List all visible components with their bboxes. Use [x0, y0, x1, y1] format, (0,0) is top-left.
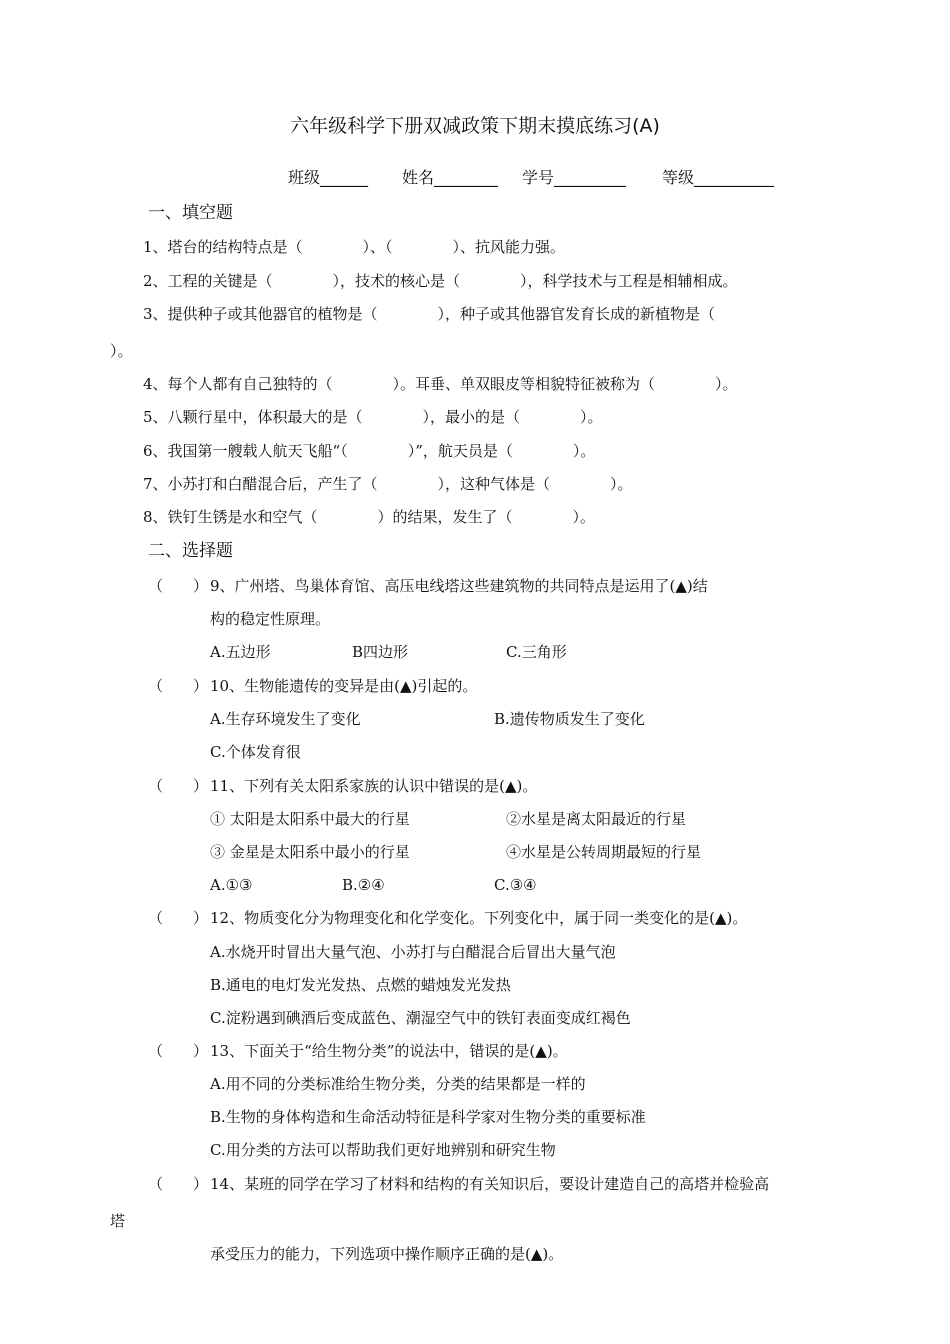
- question-12-option-a: A.水烧开时冒出大量气泡、小苏打与白醋混合后冒出大量气泡: [210, 943, 616, 961]
- question-13-option-c: C.用分类的方法可以帮助我们更好地辨别和研究生物: [210, 1141, 556, 1159]
- answer-paren-14: （ ）: [148, 1175, 209, 1193]
- answer-paren-13: （ ）: [148, 1042, 209, 1060]
- answer-paren-10: （ ）: [148, 677, 209, 695]
- class-field: 班级______: [288, 168, 369, 187]
- question-10-option-b: B.遗传物质发生了变化: [494, 710, 645, 728]
- question-4: 4、每个人都有自己独特的（ ）。耳垂、单双眼皮等相貌特征被称为（ ）。: [143, 375, 738, 393]
- question-13-option-b: B.生物的身体构造和生命活动特征是科学家对生物分类的重要标准: [210, 1108, 646, 1126]
- student-number-field: 学号_________: [522, 168, 627, 187]
- question-12: 12、物质变化分为物理变化和化学变化。下列变化中，属于同一类变化的是(▲)。: [210, 909, 748, 927]
- question-10-option-a: A.生存环境发生了变化: [210, 710, 361, 728]
- question-10: 10、生物能遗传的变异是由(▲)引起的。: [210, 677, 478, 695]
- question-12-option-b: B.通电的电灯发光发热、点燃的蜡烛发光发热: [210, 976, 511, 994]
- question-14-continued-2: 承受压力的能力，下列选项中操作顺序正确的是(▲)。: [210, 1245, 564, 1263]
- question-10-option-c: C.个体发育很: [210, 743, 301, 761]
- question-6: 6、我国第一艘载人航天飞船“（ ）”，航天员是（ ）。: [143, 442, 596, 460]
- question-8: 8、铁钉生锈是水和空气（ ）的结果，发生了（ ）。: [143, 508, 596, 526]
- question-13: 13、下面关于“给生物分类”的说法中，错误的是(▲)。: [210, 1042, 568, 1060]
- question-11-statement-1: ① 太阳是太阳系中最大的行星: [210, 810, 410, 828]
- section-heading-fill-blank: 一、填空题: [148, 203, 233, 223]
- question-7: 7、小苏打和白醋混合后，产生了（ ），这种气体是（ ）。: [143, 475, 633, 493]
- question-9-option-c: C.三角形: [506, 643, 567, 661]
- question-12-option-c: C.淀粉遇到碘酒后变成蓝色、潮湿空气中的铁钉表面变成红褐色: [210, 1009, 631, 1027]
- question-14-continued: 塔: [110, 1212, 126, 1230]
- question-11-option-a: A.①③: [210, 876, 253, 894]
- section-heading-multiple-choice: 二、选择题: [148, 541, 233, 561]
- question-11-statement-3: ③ 金星是太阳系中最小的行星: [210, 843, 410, 861]
- question-13-option-a: A.用不同的分类标准给生物分类，分类的结果都是一样的: [210, 1075, 586, 1093]
- question-3-continued: ）。: [110, 342, 133, 360]
- question-11-statement-2: ②水星是离太阳最近的行星: [506, 810, 687, 828]
- answer-paren-11: （ ）: [148, 777, 209, 795]
- question-9-continued: 构的稳定性原理。: [210, 610, 331, 628]
- page-title: 六年级科学下册双减政策下期末摸底练习(A): [290, 115, 660, 137]
- question-5: 5、八颗行星中，体积最大的是（ ），最小的是（ ）。: [143, 408, 603, 426]
- question-9-option-b: B四边形: [352, 643, 409, 661]
- question-3: 3、提供种子或其他器官的植物是（ ），种子或其他器官发育长成的新植物是（: [143, 305, 716, 323]
- question-11-option-c: C.③④: [494, 876, 537, 894]
- name-field: 姓名________: [402, 168, 499, 187]
- question-14: 14、某班的同学在学习了材料和结构的有关知识后，要设计建造自己的高塔并检验高: [210, 1175, 770, 1193]
- question-11: 11、下列有关太阳系家族的认识中错误的是(▲)。: [210, 777, 538, 795]
- question-9-option-a: A.五边形: [210, 643, 271, 661]
- question-11-option-b: B.②④: [342, 876, 385, 894]
- question-2: 2、工程的关键是（ ），技术的核心是（ ），科学技术与工程是相辅相成。: [143, 272, 738, 290]
- grade-field: 等级__________: [662, 168, 775, 187]
- question-11-statement-4: ④水星是公转周期最短的行星: [506, 843, 702, 861]
- question-9: 9、广州塔、鸟巢体育馆、高压电线塔这些建筑物的共同特点是运用了(▲)结: [210, 577, 708, 595]
- answer-paren-12: （ ）: [148, 909, 209, 927]
- answer-paren-9: （ ）: [148, 577, 209, 595]
- question-1: 1、塔台的结构特点是（ ）、（ ）、抗风能力强。: [143, 238, 566, 256]
